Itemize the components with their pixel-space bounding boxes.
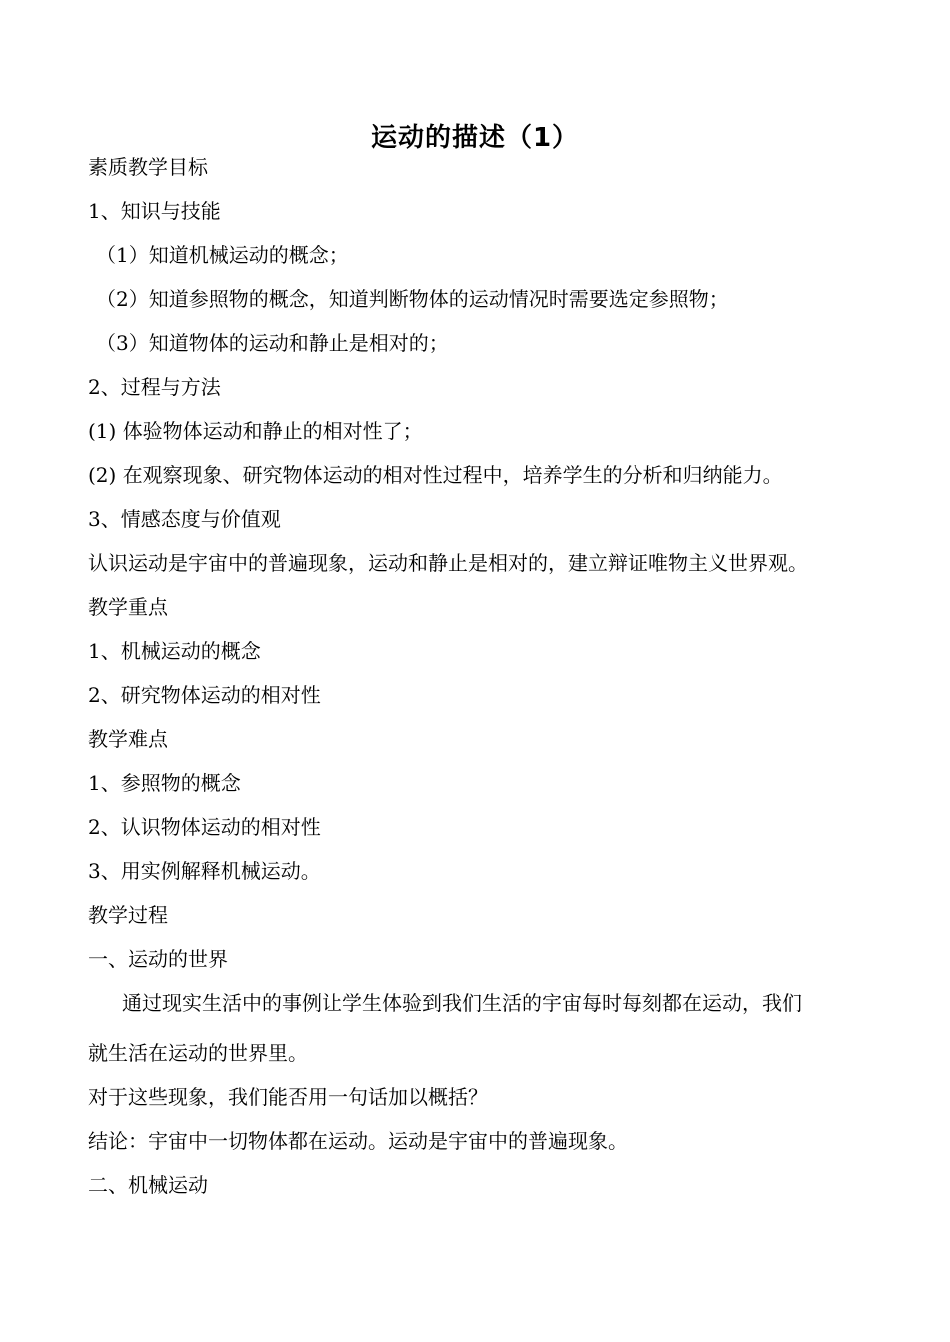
paragraph: 认识运动是宇宙中的普遍现象，运动和静止是相对的，建立辩证唯物主义世界观。 <box>88 551 808 575</box>
list-item: （2）知道参照物的概念，知道判断物体的运动情况时需要选定参照物； <box>96 287 729 311</box>
subsection-attitudes-values: 3、情感态度与价值观 <box>88 507 281 531</box>
list-item: 2、认识物体运动的相对性 <box>88 815 321 839</box>
paragraph: 就生活在运动的世界里。 <box>88 1041 308 1065</box>
section-heading-key-points: 教学重点 <box>88 595 168 619</box>
list-item: (2) 在观察现象、研究物体运动的相对性过程中，培养学生的分析和归纳能力。 <box>88 463 783 487</box>
document-title: 运动的描述（1） <box>370 123 580 153</box>
section-heading-difficulties: 教学难点 <box>88 727 168 751</box>
section-heading-objectives: 素质教学目标 <box>88 155 208 179</box>
list-item: (1) 体验物体运动和静止的相对性了； <box>88 419 423 443</box>
section-heading-process: 教学过程 <box>88 903 168 927</box>
list-item: 1、参照物的概念 <box>88 771 241 795</box>
list-item: 3、用实例解释机械运动。 <box>88 859 321 883</box>
paragraph: 对于这些现象，我们能否用一句话加以概括？ <box>88 1085 488 1109</box>
list-item: （3）知道物体的运动和静止是相对的； <box>96 331 449 355</box>
subsection-mechanical-motion: 二、机械运动 <box>88 1173 208 1197</box>
subsection-world-of-motion: 一、运动的世界 <box>88 947 228 971</box>
list-item: 2、研究物体运动的相对性 <box>88 683 321 707</box>
subsection-process-methods: 2、过程与方法 <box>88 375 221 399</box>
list-item: 1、机械运动的概念 <box>88 639 261 663</box>
list-item: （1）知道机械运动的概念； <box>96 243 349 267</box>
subsection-knowledge-skills: 1、知识与技能 <box>88 199 221 223</box>
paragraph: 通过现实生活中的事例让学生体验到我们生活的宇宙每时每刻都在运动，我们 <box>122 991 802 1015</box>
paragraph: 结论：宇宙中一切物体都在运动。运动是宇宙中的普遍现象。 <box>88 1129 628 1153</box>
